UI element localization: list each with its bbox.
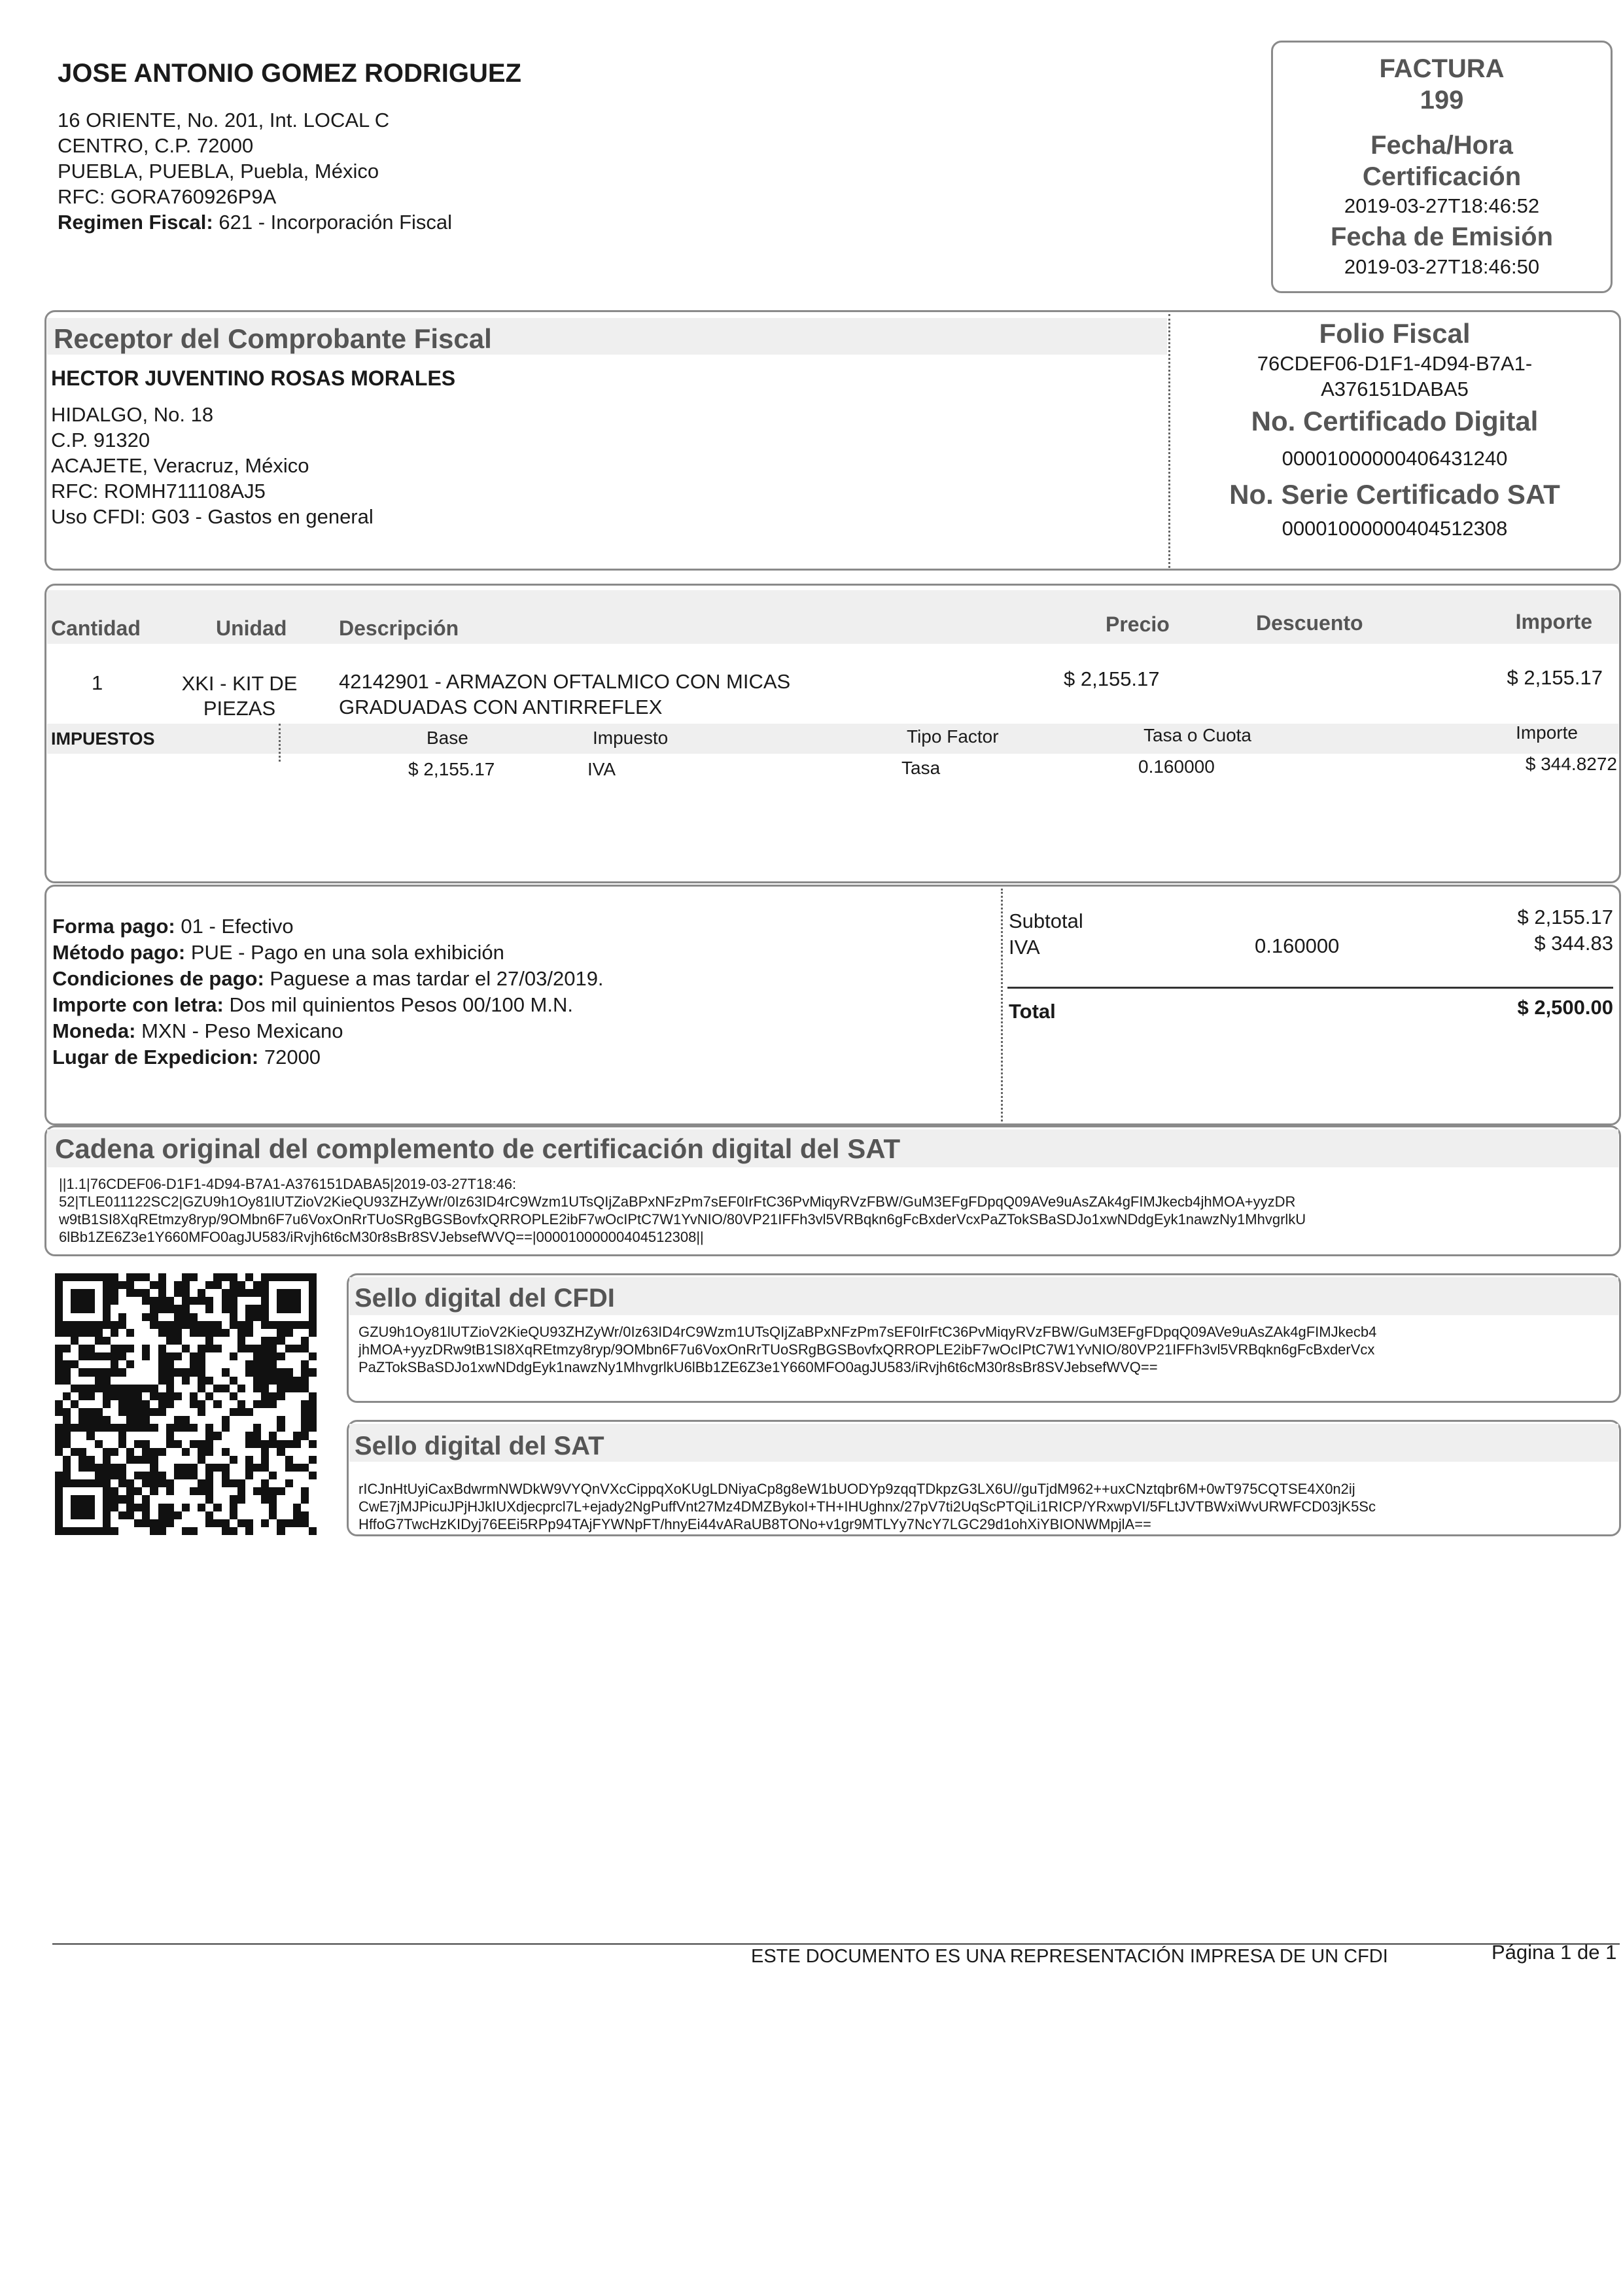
receptor-direccion-3: ACAJETE, Veracruz, México xyxy=(51,454,309,477)
iva-label: IVA xyxy=(1009,936,1040,959)
imp-tipo: Tasa xyxy=(901,758,941,778)
emisor-direccion-1: 16 ORIENTE, No. 201, Int. LOCAL C xyxy=(58,109,390,132)
footer-rule xyxy=(52,1943,1620,1945)
fecha-cert-label-2: Certificación xyxy=(1362,162,1522,191)
imp-importe: $ 344.8272 xyxy=(1525,754,1617,774)
emisor-direccion xyxy=(58,107,452,235)
footer-leyenda: ESTE DOCUMENTO ES UNA REPRESENTACIÓN IMPRESA DE UN CFDI xyxy=(751,1946,1388,1967)
importe-letra xyxy=(52,992,604,1018)
pago-info xyxy=(52,913,604,1070)
moneda-label: Moneda: xyxy=(52,1019,136,1042)
col-unidad: Unidad xyxy=(216,616,287,640)
col-cantidad: Cantidad xyxy=(51,616,141,640)
total-label: Total xyxy=(1009,1000,1056,1023)
emisor-regimen-value: 621 - Incorporación Fiscal xyxy=(218,211,453,234)
receptor-uso-cfdi: Uso CFDI: G03 - Gastos en general xyxy=(51,505,374,528)
fecha-cert-value: 2019-03-27T18:46:52 xyxy=(1344,194,1540,217)
lugar-expedicion-label: Lugar de Expedicion: xyxy=(52,1046,259,1069)
emisor-direccion-3: PUEBLA, PUEBLA, Puebla, México xyxy=(58,160,379,183)
sello-sat-line-2: CwE7jMJPicuJPjHJkIUXdjecprcl7L+ejady2NgPuffVnt27Mz4DMZBykoI+TH+IHUghnx/27pV7ti2UqScPTQiLi1RICP/YRxwpVI/5FLtJVTBWxiWvURWFCD03jK5Sc xyxy=(358,1498,1376,1515)
forma-pago xyxy=(52,913,604,940)
fecha-emision-value: 2019-03-27T18:46:50 xyxy=(1344,255,1540,278)
col-descripcion: Descripción xyxy=(339,616,459,640)
condiciones-pago-value: Paguese a mas tardar el 27/03/2019. xyxy=(270,967,604,990)
emisor-direccion-2: CENTRO, C.P. 72000 xyxy=(58,134,254,157)
fecha-cert-label-1: Fecha/Hora xyxy=(1370,131,1513,160)
imp-h-tasa: Tasa o Cuota xyxy=(1143,725,1251,745)
receptor-direccion-1: HIDALGO, No. 18 xyxy=(51,403,214,426)
serie-sat-value: 00001000000404512308 xyxy=(1282,517,1508,540)
serie-sat-label: No. Serie Certificado SAT xyxy=(1229,479,1560,510)
factura-info xyxy=(1271,54,1613,280)
receptor-direccion-2: C.P. 91320 xyxy=(51,429,150,451)
imp-h-tipo: Tipo Factor xyxy=(907,726,999,747)
subtotal-value: $ 2,155.17 xyxy=(1517,906,1613,928)
metodo-pago xyxy=(52,940,604,966)
cadena-line-3: w9tB1SI8XqREtmzy8ryp/9OMbn6F7u6VoxOnRrTUoSRgBGSBovfxQRROPLE2ibF7wOcIPtC7W1YvNIO/80VP21IFFh3vl5VRBqkn6gFcBxderVcxPaZTokSBaSDJo1xwNDdgEyk1nawzNy1MhvgrlkU xyxy=(59,1211,1306,1227)
total-value: $ 2,500.00 xyxy=(1517,996,1613,1019)
lugar-expedicion xyxy=(52,1044,604,1070)
fiscal-info xyxy=(1171,317,1618,544)
forma-pago-value: 01 - Efectivo xyxy=(181,915,294,938)
folio-fiscal-line2: A376151DABA5 xyxy=(1321,378,1469,400)
qr-code-icon xyxy=(55,1273,317,1535)
importe-letra-label: Importe con letra: xyxy=(52,993,224,1016)
receptor-nombre: HECTOR JUVENTINO ROSAS MORALES xyxy=(51,366,456,390)
folio-fiscal-line1: 76CDEF06-D1F1-4D94-B7A1- xyxy=(1257,352,1533,375)
item-importe: $ 2,155.17 xyxy=(1507,666,1603,689)
cadena-line-1: ||1.1|76CDEF06-D1F1-4D94-B7A1-A376151DABA5|2019-03-27T18:46: xyxy=(59,1176,517,1192)
item-cantidad: 1 xyxy=(92,671,103,694)
emisor-rfc: RFC: GORA760926P9A xyxy=(58,185,277,208)
imp-base: $ 2,155.17 xyxy=(408,759,495,779)
sello-sat-line-3: HffoG7TwcHzKIDyj76EEi5RPp94TAjFYWNpFT/hnyEi44vARaUB8TONo+v1gr9MTLYy7NcY7LGC29d1ohXiYBIONWMpjlA== xyxy=(358,1516,1151,1532)
imp-tasa: 0.160000 xyxy=(1138,756,1215,777)
sello-sat-titulo: Sello digital del SAT xyxy=(355,1432,604,1460)
sello-sat-texto xyxy=(358,1480,1601,1532)
impuestos-divider xyxy=(279,724,281,762)
metodo-pago-value: PUE - Pago en una sola exhibición xyxy=(190,941,504,964)
total-rule xyxy=(1007,987,1613,989)
cadena-texto xyxy=(59,1175,1596,1246)
item-unidad-line1: XKI - KIT DE xyxy=(181,672,298,695)
pago-divider xyxy=(1001,889,1003,1122)
condiciones-pago xyxy=(52,966,604,992)
sello-cfdi-texto xyxy=(358,1323,1601,1376)
sello-cfdi-line-2: jhMOA+yyzDRw9tB1SI8XqREtmzy8ryp/9OMbn6F7u6VoxOnRrTUoSRgBGSBovfxQRROPLE2ibF7wOcIPtC7W1YvNIO/80VP21IFFh3vl5VRBqkn6gFcBxderVcx xyxy=(358,1341,1375,1358)
item-descripcion-line1: 42142901 - ARMAZON OFTALMICO CON MICAS xyxy=(339,670,791,693)
col-importe: Importe xyxy=(1515,610,1592,633)
imp-h-impuesto: Impuesto xyxy=(593,728,669,748)
cert-digital-value: 00001000000406431240 xyxy=(1282,447,1508,470)
emisor-nombre: JOSE ANTONIO GOMEZ RODRIGUEZ xyxy=(58,59,521,88)
item-descripcion xyxy=(339,669,790,720)
imp-h-base: Base xyxy=(427,728,468,748)
moneda xyxy=(52,1018,604,1044)
receptor-divider xyxy=(1168,314,1170,568)
cadena-line-4: 6lBb1ZE6Z3e1Y660MFO0agJU583/iRvjh6t6cM30r8sBr8SVJebsefWVQ==|00001000000404512308|| xyxy=(59,1229,704,1245)
iva-tasa: 0.160000 xyxy=(1255,934,1340,957)
imp-h-importe: Importe xyxy=(1516,722,1578,743)
receptor-direccion xyxy=(51,402,374,529)
emisor-regimen xyxy=(58,209,452,235)
item-unidad xyxy=(169,671,310,721)
fecha-emision-label: Fecha de Emisión xyxy=(1330,222,1554,251)
folio-fiscal-label: Folio Fiscal xyxy=(1319,318,1471,349)
sello-sat-line-1: rICJnHtUyiCaxBdwrmNWDkW9VYQnVXcCippqXoKUgLDNiyaCp8g8eW1bUODYp9zqqTDkpzG3LX6U//guTjdM962++uxCNztqbr6M+0wT975CQTSE4X0n2ij xyxy=(358,1481,1355,1497)
sello-cfdi-line-1: GZU9h1Oy81lUTZioV2KieQU93ZHZyWr/0Iz63ID4rC9Wzm1UTsQIjZaBPxNFzPm7sEF0IrFtC36PvMiqyRVzFBW/GuM3EFgFDpqQ09AVe9uAsZAk4gFIMJkecb4 xyxy=(358,1324,1377,1340)
receptor-rfc: RFC: ROMH711108AJ5 xyxy=(51,480,266,503)
condiciones-pago-label: Condiciones de pago: xyxy=(52,967,264,990)
cert-digital-label: No. Certificado Digital xyxy=(1251,406,1539,436)
factura-numero: 199 xyxy=(1420,86,1464,115)
col-descuento: Descuento xyxy=(1256,611,1363,635)
cadena-line-2: 52|TLE011122SC2|GZU9h1Oy81lUTZioV2KieQU93ZHZyWr/0Iz63ID4rC9Wzm1UTsQIjZaBPxNFzPm7sEF0IrFtC36PvMiqyRVzFBW/GuM3EFgFDpqQ09AVe9uAsZAk4gFIMJkecb4jhMOA+yyzDR xyxy=(59,1193,1296,1210)
lugar-expedicion-value: 72000 xyxy=(264,1046,321,1069)
receptor-titulo: Receptor del Comprobante Fiscal xyxy=(54,323,492,354)
importe-letra-value: Dos mil quinientos Pesos 00/100 M.N. xyxy=(229,993,573,1016)
sello-cfdi-titulo: Sello digital del CFDI xyxy=(355,1284,615,1313)
impuestos-header-bar xyxy=(47,724,1618,754)
subtotal-label: Subtotal xyxy=(1009,910,1083,932)
cadena-titulo: Cadena original del complemento de certificación digital del SAT xyxy=(55,1133,901,1164)
item-unidad-line2: PIEZAS xyxy=(203,697,276,720)
item-descripcion-line2: GRADUADAS CON ANTIRREFLEX xyxy=(339,696,663,718)
col-precio: Precio xyxy=(1106,612,1170,636)
item-precio: $ 2,155.17 xyxy=(1064,667,1160,690)
iva-value: $ 344.83 xyxy=(1534,932,1613,955)
metodo-pago-label: Método pago: xyxy=(52,941,186,964)
emisor-regimen-label: Regimen Fiscal: xyxy=(58,211,213,234)
imp-impuesto: IVA xyxy=(587,759,616,779)
sello-cfdi-line-3: PaZTokSBaSDJo1xwNDdgEyk1nawzNy1MhvgrlkU6lBb1ZE6Z3e1Y660MFO0agJU583/iRvjh6t6cM30r8sBr8SVJebsefWVQ== xyxy=(358,1359,1158,1375)
impuestos-label: IMPUESTOS xyxy=(51,729,155,749)
forma-pago-label: Forma pago: xyxy=(52,915,175,938)
footer-pagina: Página 1 de 1 xyxy=(1492,1941,1617,1964)
factura-label: FACTURA xyxy=(1379,54,1505,83)
moneda-value: MXN - Peso Mexicano xyxy=(141,1019,343,1042)
